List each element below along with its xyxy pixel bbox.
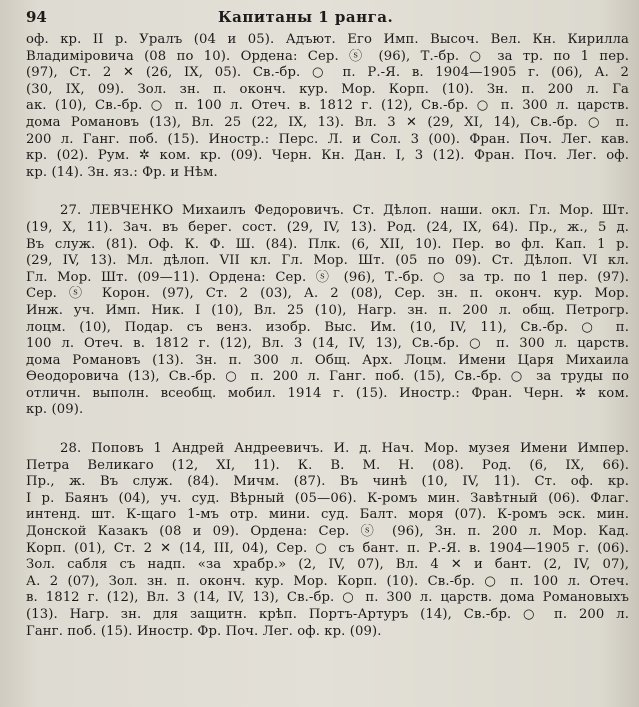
text-line: кр. (14). Зн. яз.: Фр. и Нѣм. (26, 164, 218, 180)
text-line: 100 л. Отеч. в. 1812 г. (12), Вл. 3 (14, IV, 13), Св.-бр. ○ п. 300 л. царств. (26, 336, 629, 352)
text-line: лоцм. (10), Подар. съ венз. изобр. Выс. Им. (10, IV, 11), Св.-бр. ○ п. (26, 319, 629, 335)
text-line: Инж. уч. Имп. Ник. I (10), Вл. 25 (10), Нагр. зн. п. 200 л. общ. Петрогр. (26, 302, 629, 318)
text-line: оф. кр. II р. Уралъ (04 и 05). Адъют. Его Имп. Высоч. Вел. Кн. Кирилла (26, 32, 629, 47)
spacer (26, 181, 629, 203)
text-line: Сер. ⓢ Корон. (97), Ст. 2 (03), А. 2 (08), Сер. зн. п. оконч. кур. Мор. (26, 286, 629, 302)
text-line: Донской Казакъ (08 и 09). Ордена: Сер. ⓢ (96), Зн. п. 200 л. Мор. Кад. (26, 524, 629, 540)
text-line: Зол. сабля съ надп. «за храбр.» (2, IV, 07), Вл. 4 ✕ и бант. (2, IV, 07), (26, 557, 629, 573)
page-header (26, 8, 629, 32)
text-line: кр. (02). Рум. ✲ ком. кр. (09). Черн. Кн. Дан. I, 3 (12). Фран. Поч. Лег. оф. (26, 148, 629, 164)
text-line: Петра Великаго (12, XI, 11). К. В. М. Н. (08). Род. (6, IX, 66). (26, 457, 629, 473)
text-line: интенд. шт. К-щаго 1-мъ отр. мини. суд. Балт. моря (07). К-ромъ эск. мин. (26, 507, 629, 523)
text-line: (19, X, 11). Зач. въ берег. сост. (29, IV, 13). Род. (24, IX, 64). Пр., ж., 5 д. (26, 219, 629, 235)
text-line: отличн. выполн. всеобщ. мобил. 1914 г. (15). Иностр.: Фран. Черн. ✲ ком. (26, 385, 629, 401)
text-line: Ганг. поб. (15). Иностр. Фр. Поч. Лег. оф. кр. (09). (26, 623, 382, 639)
text-line: Въ служ. (81). Оф. К. Ф. Ш. (84). Плк. (6, XII, 10). Пер. во фл. Кап. 1 р. (26, 236, 629, 252)
running-title: Капитаны 1 ранга. (218, 8, 394, 26)
text-line: в. 1812 г. (12), Вл. 3 (14, IV, 13), Св.-бр. ○ п. 300 л. царств. дома Романовыхъ (26, 590, 629, 606)
text-line: 200 л. Ганг. поб. (15). Иностр.: Перс. Л. и Сол. 3 (00). Фран. Поч. Лег. кав. (26, 131, 629, 147)
entry-heading-line: 28. Поповъ 1 Андрей Андреевичъ. И. д. Нач. Мор. музея Имени Импер. (60, 441, 629, 457)
text-line: Владиміровича (08 по 10). Ордена: Сер. ⓢ (96), Т.-бр. ○ за тр. по 1 пер. (26, 48, 629, 64)
spacer (26, 419, 629, 441)
text-line: дома Романовъ (13), Вл. 25 (22, IX, 13). Вл. 3 ✕ (29, XI, 14), Св.-бр. ○ п. (26, 114, 629, 130)
text-line: (30, IX, 09). Зол. зн. п. оконч. кур. Мор. Корп. (10). Зн. п. 200 л. Га (26, 81, 629, 97)
entry-28-popov (26, 441, 629, 640)
text-line: Ѳеодоровича (13), Св.-бр. ○ п. 200 л. Ганг. поб. (15), Св.-бр. ○ за труды по (26, 369, 629, 385)
text-line: Корп. (01), Ст. 2 ✕ (14, III, 04), Сер. ○ съ бант. п. Р.-Я. в. 1904—1905 г. (06). (26, 540, 629, 556)
text-line: дома Романовъ (13). Зн. п. 300 л. Общ. Арх. Лоцм. Имени Царя Михаила (26, 352, 629, 368)
text-line: (29, IV, 13). Мл. дѣлоп. VII кл. Гл. Мор. Шт. (05 по 09). Ст. Дѣлоп. VI кл. (26, 253, 629, 269)
text-line: (13). Нагр. зн. для защитн. крѣп. Портъ-Артуръ (14), Св.-бр. ○ п. 200 л. (26, 607, 629, 622)
text-line: I р. Баянъ (04), уч. суд. Вѣрный (05—06). К-ромъ мин. Завѣтный (06). Флаг. (26, 490, 629, 506)
text-line: кр. (09). (26, 402, 84, 418)
text-line: ак. (10), Св.-бр. ○ п. 100 л. Отеч. в. 1812 г. (12), Св.-бр. ○ п. 300 л. царств. (26, 98, 629, 114)
entry-heading-line: 27. ЛЕВЧЕНКО Михаилъ Федоровичъ. Ст. Дѣлоп. наши. окл. Гл. Мор. Шт. (60, 203, 629, 219)
text-line: А. 2 (07), Зол. зн. п. оконч. кур. Мор. Корп. (10). Св.-бр. ○ п. 100 л. Отеч. (26, 573, 629, 589)
entry-27-levchenko (26, 203, 629, 419)
text-line: Гл. Мор. Шт. (09—11). Ордена: Сер. ⓢ (96), Т.-бр. ○ за тр. по 1 пер. (97). (26, 269, 629, 285)
text-line: Пр., ж. Въ служ. (84). Мичм. (87). Въ чинѣ (10, IV, 11). Ст. оф. кр. (26, 474, 629, 490)
entry-continued (26, 32, 629, 181)
page-number: 94 (26, 8, 47, 26)
text-line: (97), Ст. 2 ✕ (26, IX, 05). Св.-бр. ○ п. Р.-Я. в. 1904—1905 г. (06), А. 2 (26, 65, 629, 81)
